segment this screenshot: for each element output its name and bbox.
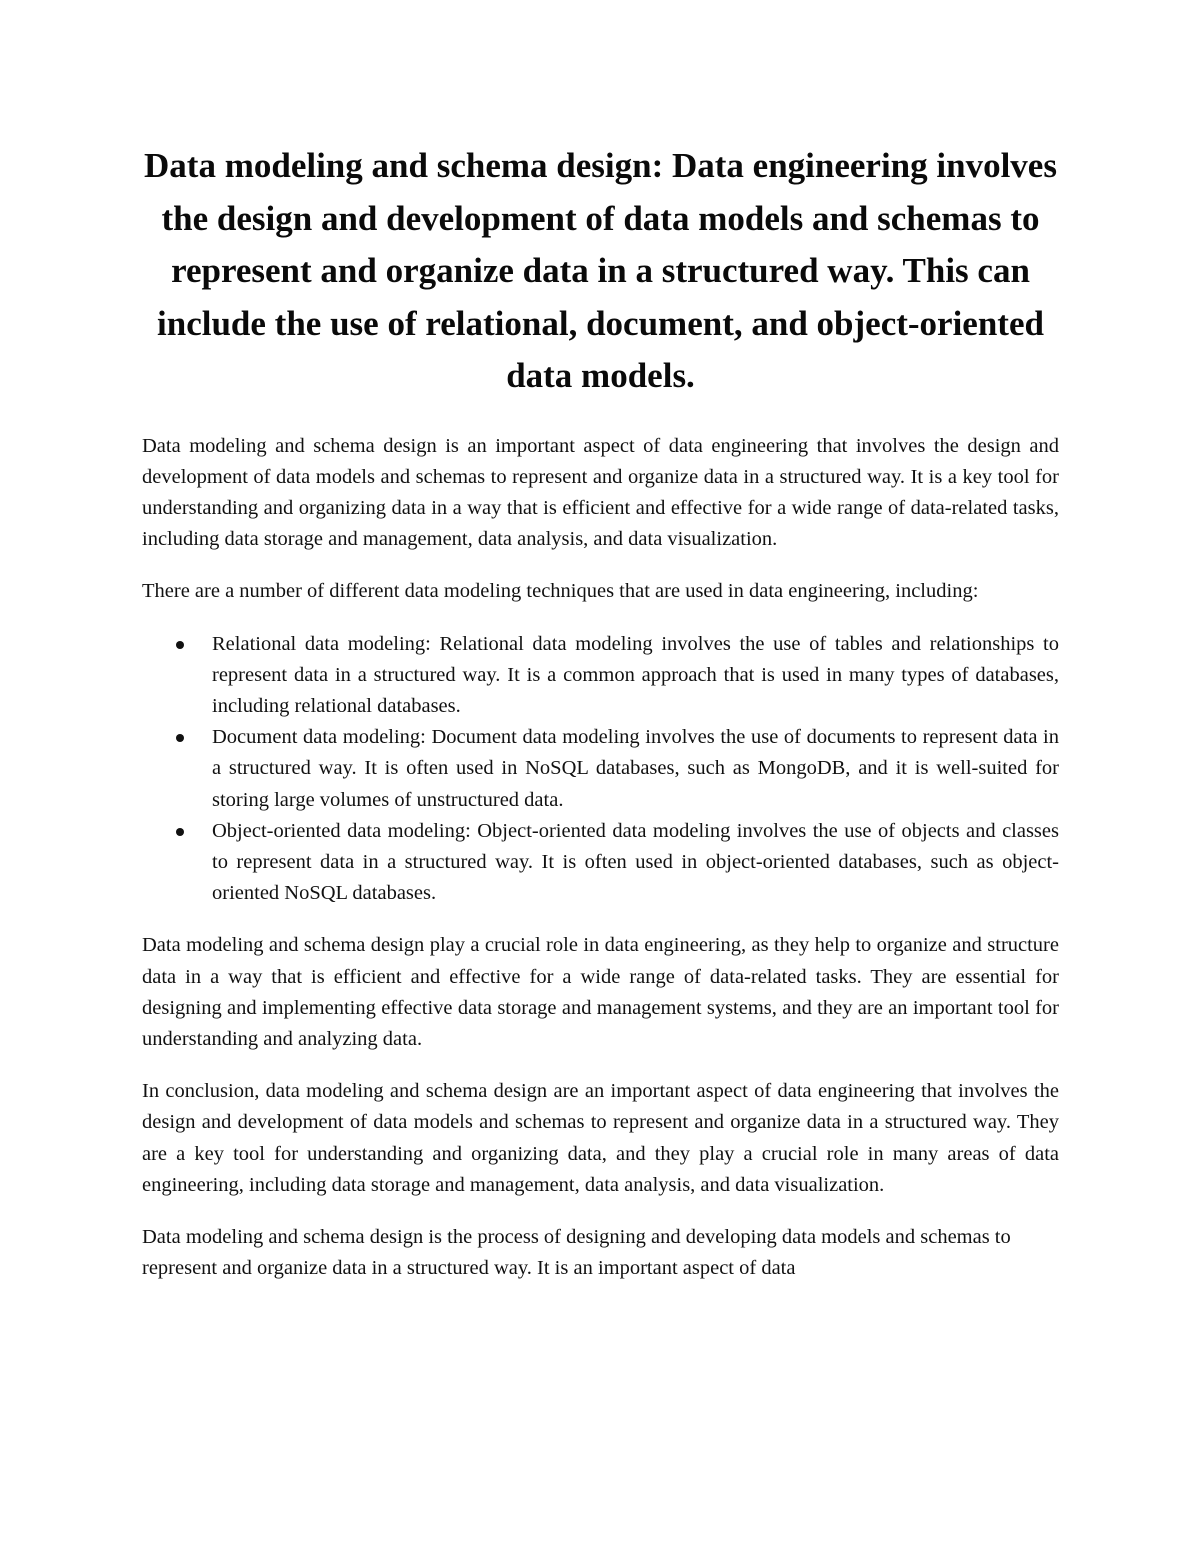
techniques-list — [142, 629, 1059, 910]
final-paragraph: Data modeling and schema design is the process of designing and developing data models and schemas to represent and organize data in a structured way. It is an important aspect of data — [142, 1225, 1011, 1280]
bullet-icon — [176, 734, 184, 742]
list-item-document — [212, 722, 1059, 816]
role-paragraph: Data modeling and schema design play a crucial role in data engineering, as they help to organize and structure data in a way that is efficient and effective for a wide range of data-related tasks. They are essential for designing and implementing effective data storage and management systems, and they are an important tool for understanding and analyzing data. — [142, 934, 1059, 1050]
bullet-icon — [176, 828, 184, 836]
list-item-object-oriented — [212, 816, 1059, 910]
list-item-text: Object-oriented data modeling: Object-oriented data modeling involves the use of objects and classes to represent data in a structured way. It is often used in object-oriented databases, such as object-oriented NoSQL databases. — [212, 819, 1059, 905]
list-item-text: Relational data modeling: Relational data modeling involves the use of tables and relationships to represent data in a structured way. It is a common approach that is used in many types of databases, including relational databases. — [212, 632, 1059, 717]
list-item-text: Document data modeling: Document data modeling involves the use of documents to represent data in a structured way. It is often used in NoSQL databases, such as MongoDB, and it is well-suited for storing large volumes of unstructured data. — [212, 726, 1059, 811]
document-title: Data modeling and schema design: Data engineering involves the design and development of data models and schemas to represent and organize data in a structured way. This can include the use of relational, document, and object-oriented data models. — [144, 146, 1057, 395]
conclusion-paragraph: In conclusion, data modeling and schema design are an important aspect of data engineering that involves the design and development of data models and schemas to represent and organize data in a structured way. They are a key tool for understanding and organizing data, and they play a crucial role in many areas of data engineering, including data storage and management, data analysis, and data visualization. — [142, 1080, 1059, 1196]
bullet-icon — [176, 641, 184, 649]
list-item-relational — [212, 629, 1059, 723]
intro-paragraph: Data modeling and schema design is an important aspect of data engineering that involves the design and development of data models and schemas to represent and organize data in a structured way. It is a key tool for understanding and organizing data in a way that is efficient and effective for a wide range of data-related tasks, including data storage and management, data analysis, and data visualization. — [142, 434, 1059, 551]
techniques-intro-paragraph: There are a number of different data modeling techniques that are used in data engineering, including: — [142, 580, 979, 603]
